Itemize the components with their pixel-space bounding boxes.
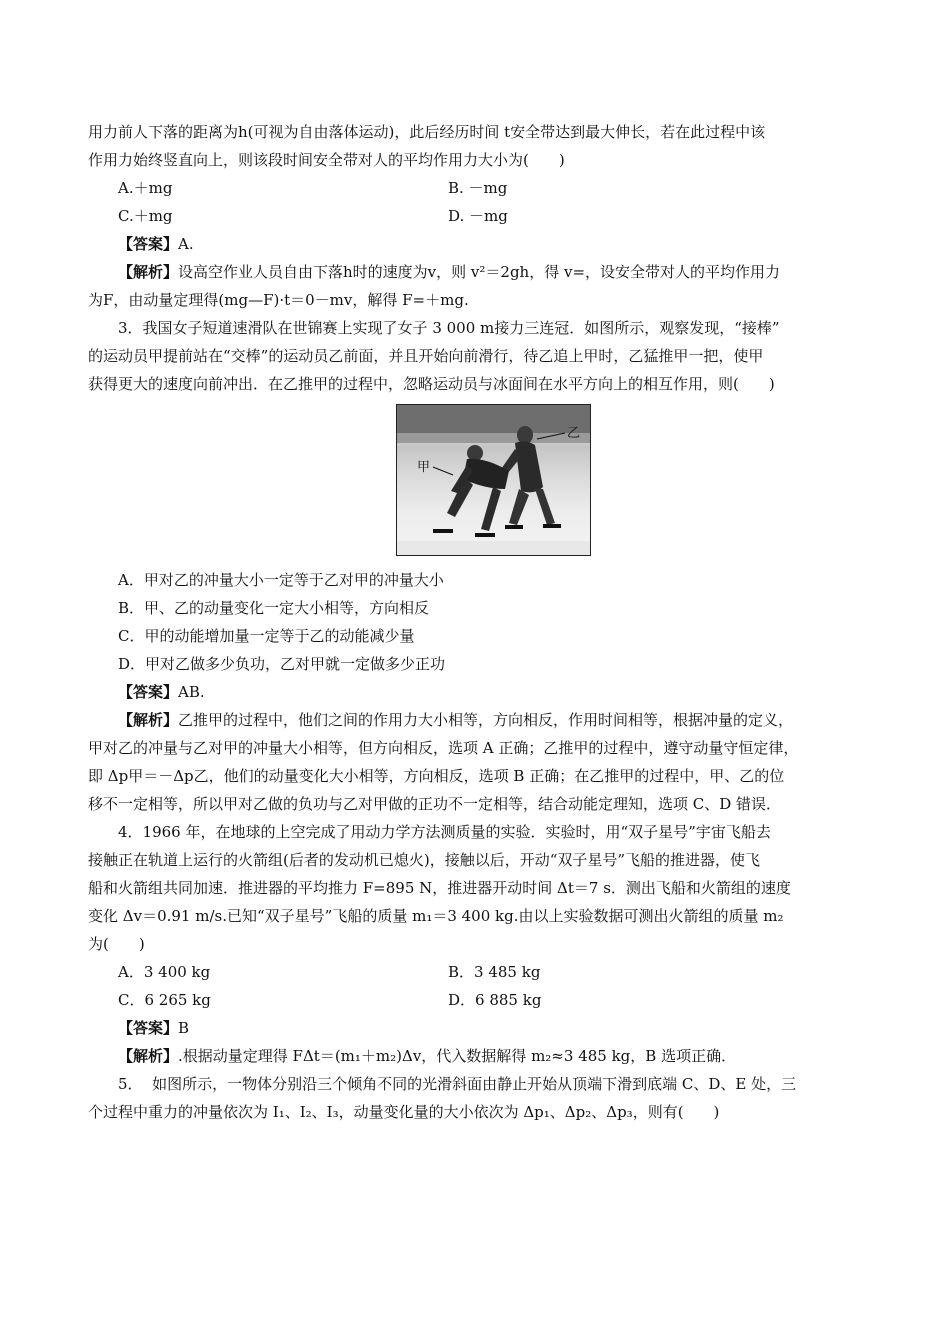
q3-analysis-line-3: 即 Δp甲＝－Δp乙，他们的动量变化大小相等，方向相反，选项 B 正确；在乙推甲的过程中，甲、乙的位 [88, 767, 785, 785]
q2-stem-line-2: 作用力始终竖直向上，则该段时间安全带对人的平均作用力大小为( ) [88, 151, 565, 169]
q3-option-a: A．甲对乙的冲量大小一定等于乙对甲的冲量大小 [118, 571, 444, 589]
q3-option-d: D．甲对乙做多少负功，乙对甲就一定做多少正功 [118, 655, 446, 673]
q2-stem-line-1: 用力前人下落的距离为h(可视为自由落体运动)，此后经历时间 t安全带达到最大伸长，若在此过程中该 [88, 123, 766, 141]
q2-answer-value: A. [178, 235, 194, 253]
q2-analysis-line-2: 为F，由动量定理得(mg—F)·t＝0－mv，解得 F=＋mg. [88, 291, 469, 309]
q4-options-row-1 [88, 958, 863, 986]
q4-answer-label: 【答案】 [118, 1019, 179, 1037]
q2-analysis-line-1 [88, 258, 863, 286]
q2-answer-label: 【答案】 [118, 235, 179, 253]
q4-option-b: B．3 485 kg [448, 963, 541, 981]
q4-analysis-line-1 [88, 1042, 863, 1070]
q3-answer-value: AB. [178, 683, 205, 701]
q2-options-row-2 [88, 202, 863, 230]
q2-answer [88, 230, 863, 258]
q2-options-row-1 [88, 174, 863, 202]
q2-option-c: C.＋mg [118, 207, 173, 225]
q4-option-d: D．6 885 kg [448, 991, 542, 1009]
q2-option-d: D. －mg [448, 207, 508, 225]
q4-stem-line-4: 变化 Δv＝0.91 m/s.已知“双子星号”飞船的质量 m₁＝3 400 kg.由以上实验数据可测出火箭组的质量 m₂ [88, 907, 784, 925]
speed-skating-photo [396, 404, 591, 556]
q3-stem-line-3: 获得更大的速度向前冲出．在乙推甲的过程中，忽略运动员与冰面间在水平方向上的相互作用，则( ) [88, 375, 775, 393]
q3-analysis-label: 【解析】 [118, 711, 179, 729]
q3-answer-label: 【答案】 [118, 683, 179, 701]
q5-stem-line-2: 个过程中重力的冲量依次为 I₁、I₂、I₃，动量变化量的大小依次为 Δp₁、Δp₂、Δp₃，则有( ) [88, 1103, 720, 1121]
q3-analysis-line-2: 甲对乙的冲量与乙对甲的冲量大小相等，但方向相反，选项 A 正确；乙推甲的过程中，遵守动量守恒定律， [88, 739, 799, 757]
q4-stem-line-1: 4．1966 年，在地球的上空完成了用动力学方法测质量的实验．实验时，用“双子星号”宇宙飞船去 [118, 823, 771, 841]
q3-stem-line-1: 3．我国女子短道速滑队在世锦赛上实现了女子 3 000 m接力三连冠．如图所示，观察发现，“接棒” [118, 319, 780, 337]
q4-stem-line-3: 船和火箭组共同加速．推进器的平均推力 F=895 N，推进器开动时间 Δt＝7 s．测出飞船和火箭组的速度 [88, 879, 791, 897]
q5-stem-line-1: 5． 如图所示，一物体分别沿三个倾角不同的光滑斜面由静止开始从顶端下滑到底端 C、D、E 处，三 [118, 1075, 797, 1093]
figure-label-yi: 乙 [567, 426, 581, 441]
q3-stem-line-2: 的运动员甲提前站在“交棒”的运动员乙前面，并且开始向前滑行，待乙追上甲时，乙猛推甲一把，使甲 [88, 347, 764, 365]
q3-option-c: C．甲的动能增加量一定等于乙的动能减少量 [118, 627, 415, 645]
q3-answer [88, 678, 863, 706]
q2-analysis-label: 【解析】 [118, 263, 179, 281]
document-page [88, 118, 863, 1126]
skaters-illustration [397, 405, 590, 555]
q3-analysis-line-4: 移不一定相等，所以甲对乙做的负功与乙对甲做的正功不一定相等，结合动能定理知，选项 C、D 错误． [88, 795, 782, 813]
q3-option-b: B．甲、乙的动量变化一定大小相等，方向相反 [118, 599, 430, 617]
q4-answer-value: B [178, 1019, 190, 1037]
q4-option-c: C．6 265 kg [118, 991, 211, 1009]
q4-analysis-text-1: .根据动量定理得 FΔt＝(m₁＋m₂)Δv，代入数据解得 m₂≈3 485 kg，B 选项正确． [178, 1047, 737, 1065]
q2-analysis-text-1: 设高空作业人员自由下落h时的速度为v，则 v²＝2gh，得 v=，设安全带对人的平均作用力 [178, 263, 781, 281]
q4-stem-line-5: 为( ) [88, 935, 145, 953]
q2-option-a: A.＋mg [118, 179, 173, 197]
q4-answer [88, 1014, 863, 1042]
q4-options-row-2 [88, 986, 863, 1014]
q3-analysis-text-1: 乙推甲的过程中，他们之间的作用力大小相等，方向相反，作用时间相等，根据冲量的定义， [178, 711, 794, 729]
q4-stem-line-2: 接触正在轨道上运行的火箭组(后者的发动机已熄火)，接触以后，开动“双子星号”飞船的推进器，使飞 [88, 851, 761, 869]
q4-option-a: A．3 400 kg [118, 963, 211, 981]
figure-label-jia: 甲 [417, 460, 431, 475]
q4-analysis-label: 【解析】 [118, 1047, 179, 1065]
q2-option-b: B. －mg [448, 179, 508, 197]
q3-analysis-line-1 [88, 706, 863, 734]
